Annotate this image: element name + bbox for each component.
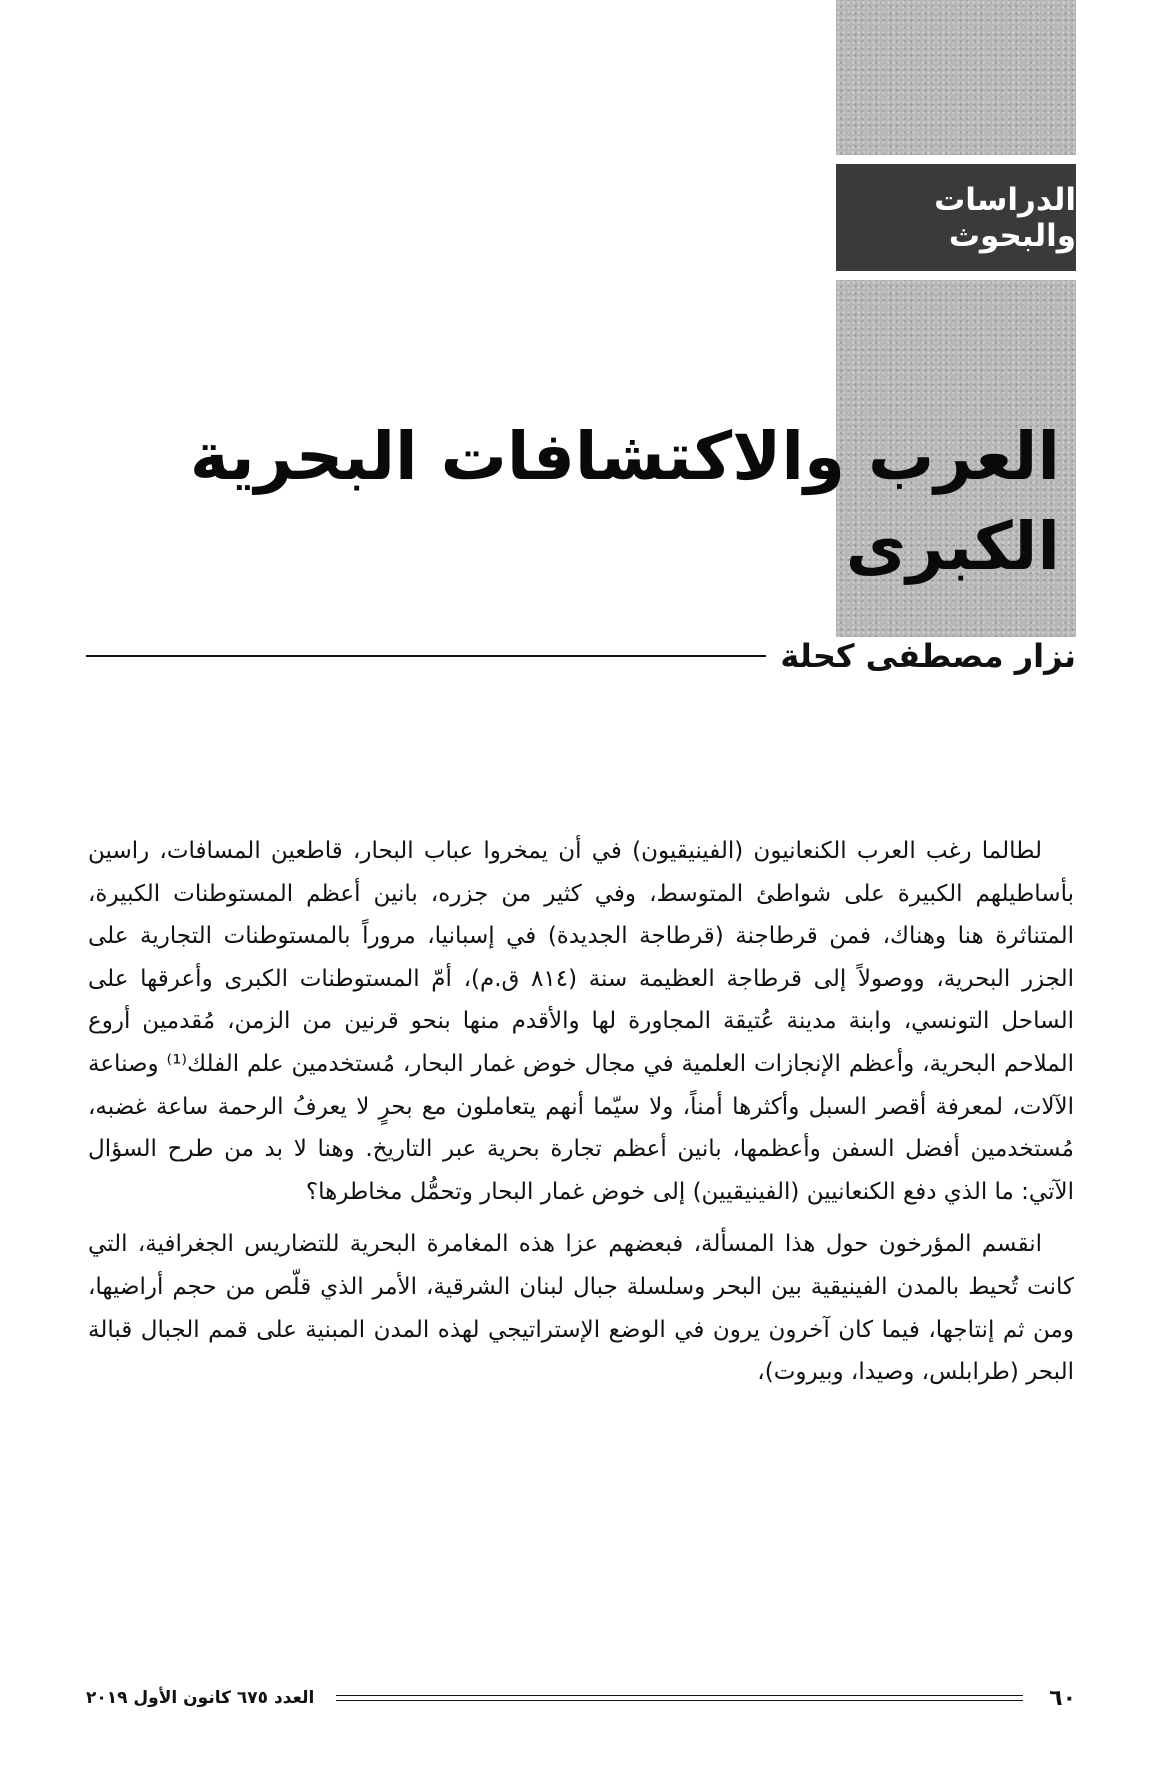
page-footer [86, 1683, 1076, 1713]
issue-info: العدد ٦٧٥ كانون الأول ٢٠١٩ [86, 1688, 315, 1708]
author-name: نزار مصطفى كحلة [780, 637, 1076, 675]
page-number: ٦٠ [1049, 1685, 1076, 1711]
section-label: الدراسات والبحوث [836, 164, 1076, 271]
body-paragraph-2: انقسم المؤرخون حول هذا المسألة، فبعضهم عزا هذه المغامرة البحرية للتضاريس الجغرافية، التي كانت تُحيط بالمدن الفينيقية بين البحر وسلسلة جبال لبنان الشرقية، الأمر الذي قلّص من حجم أراضيها، ومن ثم إنتاجها، فيما كان آخرون يرون في الوضع الإستراتيجي لهذه المدن المبنية على قمم الجبال قبالة البحر (طرابلس، وصيدا، وبيروت)، [88, 1231, 1074, 1386]
decorative-gray-block-top [836, 0, 1076, 155]
footer-divider [336, 1695, 1023, 1701]
author-row [86, 628, 1076, 684]
article-body [88, 830, 1074, 1394]
article-title: العرب والاكتشافات البحرية الكبرى [189, 418, 1060, 585]
author-divider [86, 655, 766, 657]
body-paragraph-1: لطالما رغب العرب الكنعانيون (الفينيقيون) في أن يمخروا عباب البحار، قاطعين المسافات، راسين بأساطيلهم الكبيرة على شواطئ المتوسط، وفي كثير من جزره، بانين أعظم المستوطنات الكبيرة، المتناثرة هنا وهناك، فمن قرطاجنة (قرطاجة الجديدة) في إسبانيا، مروراً بالمستوطنات التجارية على الجزر البحرية، ووصولاً إلى قرطاجة العظيمة سنة (٨١٤ ق.م)، أمّ المستوطنات الكبرى وأعرقها على الساحل التونسي، وابنة مدينة عُتيقة المجاورة لها والأقدم منها بنحو قرنين من الزمن، مُقدمين أروع الملاحم البحرية، وأعظم الإنجازات العلمية في مجال خوض غمار البحار، مُستخدمين علم الفلك⁽¹⁾ وصناعة الآلات، لمعرفة أقصر السبل وأكثرها أمناً، ولا سيّما أنهم يتعاملون مع بحرٍ لا يعرفُ الرحمة ساعة غضبه، مُستخدمين أفضل السفن وأعظمها، بانين أعظم تجارة بحرية عبر التاريخ. وهنا لا بد من طرح السؤال الآتي: ما الذي دفع الكنعانيين (الفينيقيين) إلى خوض غمار البحار وتحمُّل مخاطرها؟ [88, 838, 1074, 1205]
